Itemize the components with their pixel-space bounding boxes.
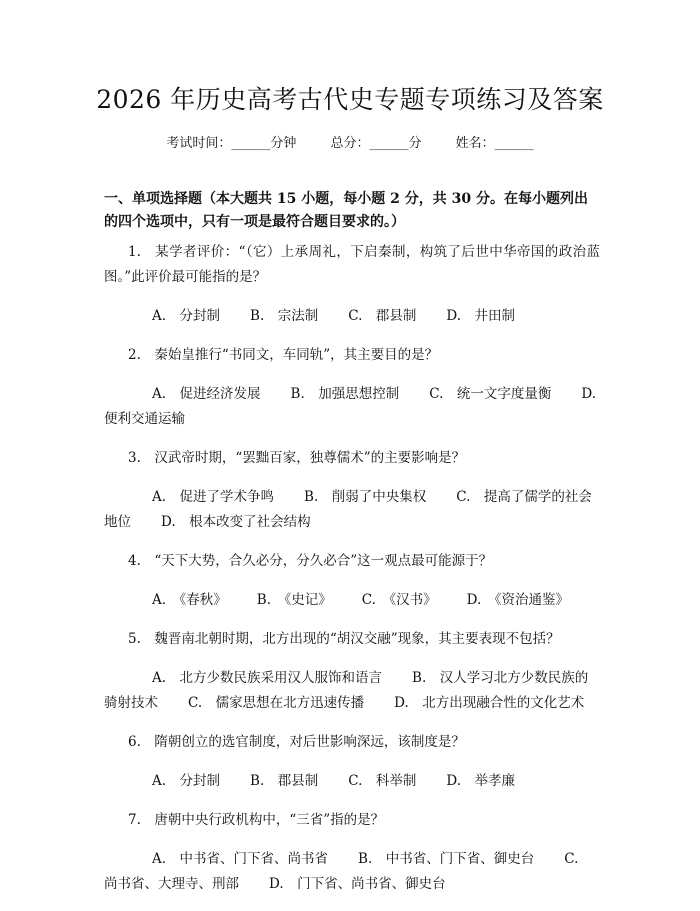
option-c: C. 提高了儒学的社会地位 xyxy=(104,489,592,530)
question-3 xyxy=(104,446,600,535)
option-b: B. 中书省、门下省、御史台 xyxy=(358,851,535,867)
question-4 xyxy=(104,549,600,613)
option-d: D. 井田制 xyxy=(446,308,516,324)
option-c: C. 统一文字度量衡 xyxy=(429,386,552,402)
section-heading: 一、单项选择题（本大题共 15 小题，每小题 2 分，共 30 分。在每小题列出的四个选项中，只有一项是最符合题目要求的。） xyxy=(104,191,588,230)
option-c: C. 尚书省、大理寺、刑部 xyxy=(104,851,592,892)
option-a: A. 北方少数民族采用汉人服饰和语言 xyxy=(152,670,383,686)
question-stem: 2. 秦始皇推行“书同文，车同轨”，其主要目的是？ xyxy=(128,347,439,363)
student-name-field: 姓名：______ xyxy=(455,136,534,151)
option-d: D. 《资治通鉴》 xyxy=(466,592,570,608)
question-options xyxy=(104,485,600,535)
option-d: D. 便利交通运输 xyxy=(104,386,610,427)
question-stem: 4. “天下大势，合久必分，分久必合”这一观点最可能源于？ xyxy=(128,553,493,569)
question-stem: 5. 魏晋南北朝时期，北方出现的“胡汉交融”现象，其主要表现不包括？ xyxy=(128,631,560,647)
exam-info-line xyxy=(0,132,700,151)
option-c: C. 儒家思想在北方迅速传播 xyxy=(188,695,365,711)
question-stem: 6. 隋朝创立的选官制度，对后世影响深远，该制度是？ xyxy=(128,734,465,750)
question-stem: 1. 某学者评价：“（它）上承周礼，下启秦制，构筑了后世中华帝国的政治蓝图。”此评价最可能指的是？ xyxy=(104,244,600,285)
question-stem: 7. 唐朝中央行政机构中，“三省”指的是？ xyxy=(128,812,385,828)
question-options xyxy=(104,769,600,794)
option-a: A. 《春秋》 xyxy=(152,592,227,608)
option-d: D. 北方出现融合性的文化艺术 xyxy=(394,695,585,711)
option-b: B. 《史记》 xyxy=(256,592,332,608)
option-c: C. 郡县制 xyxy=(348,308,417,324)
question-list xyxy=(104,240,610,911)
option-a: A. 促进经济发展 xyxy=(152,386,261,402)
option-a: A. 中书省、门下省、尚书省 xyxy=(152,851,329,867)
question-options xyxy=(104,666,600,716)
option-b: B. 加强思想控制 xyxy=(290,386,400,402)
option-d: D. 举孝廉 xyxy=(446,773,516,789)
option-b: B. 郡县制 xyxy=(250,773,319,789)
question-options xyxy=(104,304,600,329)
question-5 xyxy=(104,627,600,716)
question-options xyxy=(104,382,610,432)
option-c: C. 科举制 xyxy=(348,773,417,789)
question-6 xyxy=(104,730,600,794)
question-options xyxy=(104,847,600,897)
option-c: C. 《汉书》 xyxy=(361,592,437,608)
option-a: A. 促进了学术争鸣 xyxy=(152,489,275,505)
question-2 xyxy=(104,343,610,432)
option-b: B. 削弱了中央集权 xyxy=(304,489,427,505)
question-stem: 3. 汉武帝时期，“罢黜百家，独尊儒术”的主要影响是？ xyxy=(128,450,466,466)
page-title: 2026 年历史高考古代史专题专项练习及答案 xyxy=(96,85,604,114)
option-b: B. 宗法制 xyxy=(250,308,319,324)
exam-time-field: 考试时间：______分钟 xyxy=(166,136,297,151)
option-b: B. 汉人学习北方少数民族的骑射技术 xyxy=(104,670,589,711)
option-a: A. 分封制 xyxy=(152,773,221,789)
total-score-field: 总分：______分 xyxy=(330,136,422,151)
question-options xyxy=(104,588,600,613)
option-a: A. 分封制 xyxy=(152,308,221,324)
question-1 xyxy=(104,240,600,329)
option-d: D. 根本改变了社会结构 xyxy=(161,514,311,530)
question-7 xyxy=(104,808,600,897)
option-d: D. 门下省、尚书省、御史台 xyxy=(269,876,446,892)
